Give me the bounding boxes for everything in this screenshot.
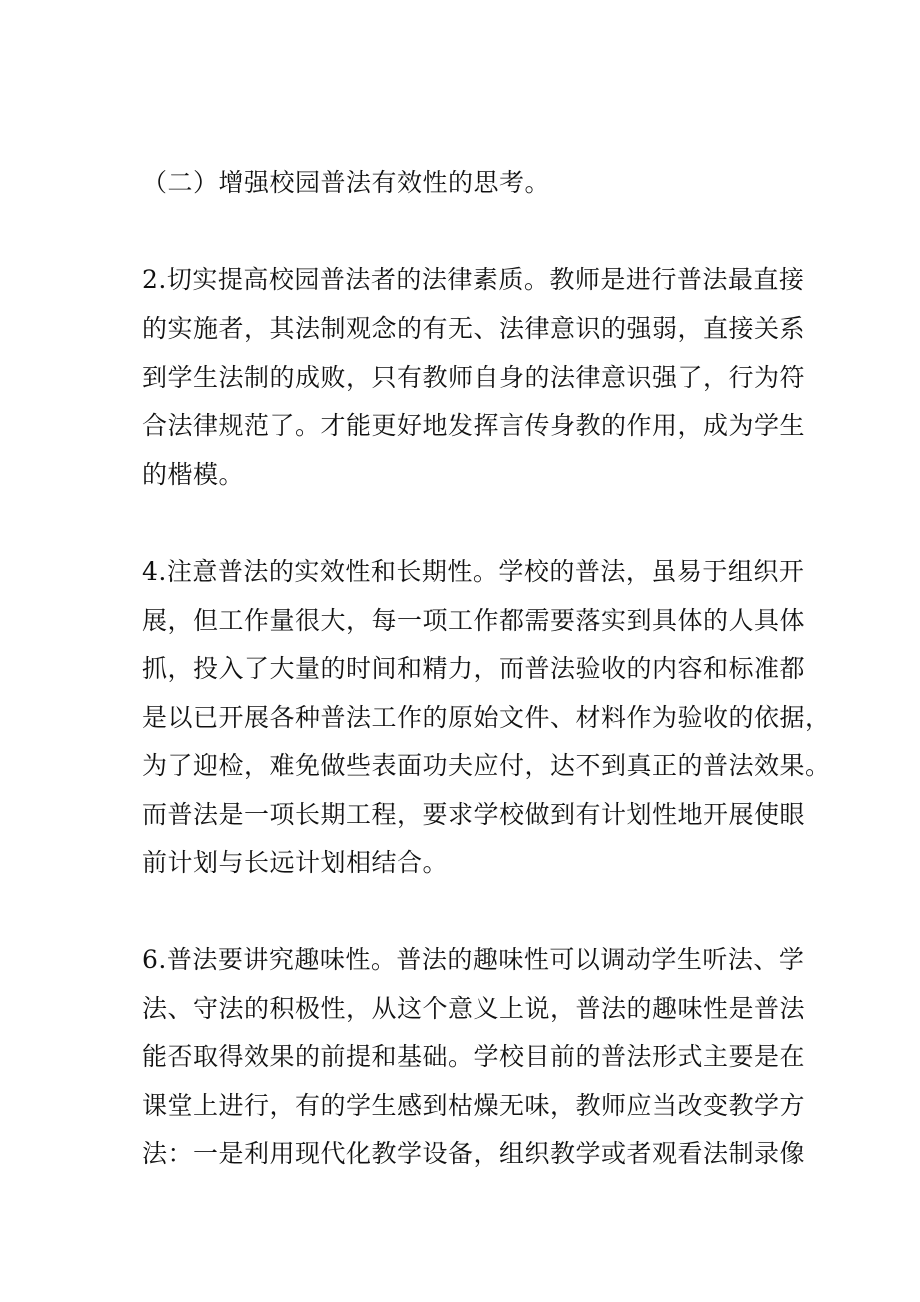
paragraph-line: 4.注意普法的实效性和长期性。学校的普法，虽易于组织开 [142,557,805,586]
paragraph-line: 能否取得效果的前提和基础。学校目前的普法形式主要是在 [142,1042,806,1071]
paragraph-line: 为了迎检，难免做些表面功夫应付，达不到真正的普法效果。 [142,751,831,780]
paragraph-line: 到学生法制的成败，只有教师自身的法律意识强了，行为符 [142,363,806,392]
paragraph-line: 法：一是利用现代化教学设备，组织教学或者观看法制录像 [142,1139,806,1168]
paragraph-line: 前计划与长远计划相结合。 [142,848,449,877]
paragraph-line: 合法律规范了。才能更好地发挥言传身教的作用，成为学生 [142,411,806,440]
paragraph-line: 而普法是一项长期工程，要求学校做到有计划性地开展使眼 [142,800,806,829]
paragraph-line: 抓，投入了大量的时间和精力，而普法验收的内容和标准都 [142,654,806,683]
paragraph-line: 的实施者，其法制观念的有无、法律意识的强弱，直接关系 [142,314,806,343]
paragraph-line: 展，但工作量很大，每一项工作都需要落实到具体的人具体 [142,606,806,635]
paragraph-line: 2.切实提高校园普法者的法律素质。教师是进行普法最直接 [142,265,805,294]
paragraph-line: 的楷模。 [142,460,245,489]
section-heading: （二）增强校园普法有效性的思考。 [142,168,551,197]
paragraph-line: 是以已开展各种普法工作的原始文件、材料作为验收的依据， [142,703,831,732]
paragraph-line: 法、守法的积极性，从这个意义上说，普法的趣味性是普法 [142,994,806,1023]
paragraph-line: 课堂上进行，有的学生感到枯燥无味，教师应当改变教学方 [142,1091,806,1120]
paragraph-line: 6.普法要讲究趣味性。普法的趣味性可以调动学生听法、学 [142,945,805,974]
